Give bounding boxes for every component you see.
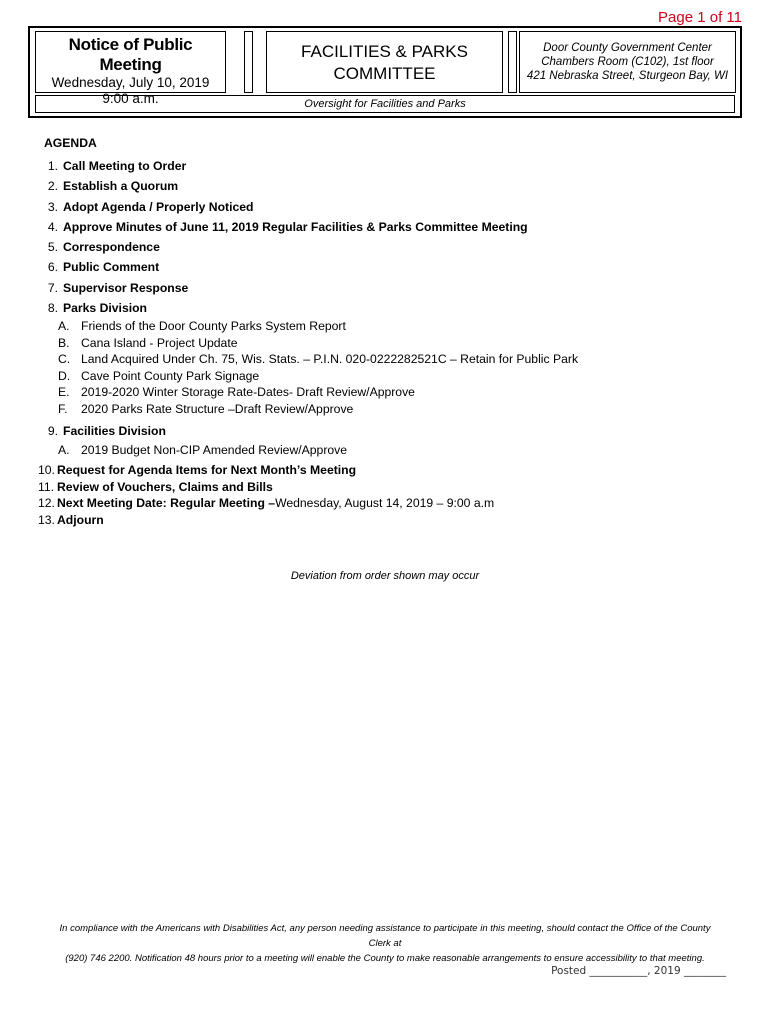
sub-letter: A.: [58, 319, 70, 334]
item-text: Establish a Quorum: [63, 179, 179, 194]
sub-item: [44, 442, 578, 459]
sub-item: [44, 401, 578, 418]
item-number: 12.: [38, 496, 55, 511]
parks-subitems: [44, 318, 578, 417]
item-number: 11.: [38, 479, 55, 494]
item-text: Supervisor Response: [63, 280, 189, 295]
meeting-header: [28, 26, 742, 118]
agenda-item: [38, 512, 578, 529]
sub-item: [44, 318, 578, 335]
committee-box: [266, 31, 503, 93]
item-number: 3.: [47, 199, 58, 214]
meeting-date: Wednesday, July 10, 2019: [51, 75, 210, 90]
sub-letter: E.: [58, 385, 70, 400]
sub-text: Land Acquired Under Ch. 75, Wis. Stats. – P.I.N. 020-0222282521C – Retain for Public Park: [81, 352, 579, 367]
sub-text: 2019-2020 Winter Storage Rate-Dates- Draft Review/Approve: [81, 385, 415, 400]
sub-item: [44, 368, 578, 385]
item-text: Next Meeting Date: Regular Meeting –: [57, 496, 276, 511]
deviation-note: Deviation from order shown may occur: [290, 570, 480, 582]
agenda-item: [44, 176, 578, 196]
item-number: 10.: [38, 463, 55, 478]
sub-letter: A.: [58, 442, 70, 457]
committee-name-line2: COMMITTEE: [333, 64, 436, 83]
agenda-section: [38, 136, 579, 528]
agenda-item: [38, 479, 578, 496]
header-divider-left: [244, 31, 253, 93]
item-text: Approve Minutes of June 11, 2019 Regular Facilities & Parks Committee Meeting: [63, 219, 528, 234]
agenda-item: [44, 156, 578, 176]
agenda-item: [38, 495, 578, 512]
item-number: 7.: [47, 280, 58, 295]
posted-line: Posted ___________, 2019 ________: [551, 965, 726, 977]
item-text: Adjourn: [57, 512, 104, 527]
location-address: 421 Nebraska Street, Sturgeon Bay, WI: [526, 70, 729, 82]
next-meeting-date: Wednesday, August 14, 2019 – 9:00 a.m: [275, 496, 495, 511]
oversight-bar: Oversight for Facilities and Parks: [35, 95, 735, 113]
item-number: 4.: [47, 219, 58, 234]
sub-letter: D.: [58, 368, 71, 383]
location-room: Chambers Room (C102), 1st floor: [541, 56, 714, 68]
agenda-item: [44, 237, 578, 257]
sub-letter: C.: [58, 352, 71, 367]
item-number: 9.: [47, 424, 58, 439]
agenda-title: AGENDA: [44, 136, 97, 150]
location-box: [519, 31, 736, 93]
sub-text: Friends of the Door County Parks System Report: [81, 319, 346, 334]
item-number: 2.: [47, 179, 58, 194]
meeting-time: 9:00 a.m.: [102, 91, 159, 106]
agenda-item: [44, 217, 578, 237]
notice-title: Notice of Public Meeting: [68, 35, 193, 74]
sub-letter: F.: [58, 401, 68, 416]
agenda-item: [44, 257, 578, 277]
item-text: Review of Vouchers, Claims and Bills: [57, 479, 273, 494]
item-number: 8.: [47, 301, 58, 316]
location-building: Door County Government Center: [543, 42, 712, 54]
agenda-item: [44, 197, 578, 217]
compliance-line: In compliance with the Americans with Disabilities Act, any person needing assistance to participate in this meeting, should contact the Office of the County Clerk at: [59, 923, 711, 949]
item-number: 1.: [47, 159, 58, 173]
item-text: Call Meeting to Order: [63, 159, 187, 173]
page-number: Page 1 of 11: [658, 9, 742, 26]
item-text: Facilities Division: [63, 424, 166, 439]
compliance-line: (920) 746 2200. Notification 48 hours prior to a meeting will enable the County to make reasonable arrangements to ensure accessibility to that meeting.: [65, 953, 705, 964]
item-text: Public Comment: [63, 260, 160, 275]
item-text: Parks Division: [63, 301, 147, 316]
sub-letter: B.: [58, 335, 70, 350]
item-number: 13.: [38, 512, 55, 527]
sub-item: [44, 351, 578, 368]
agenda-item: [44, 421, 578, 441]
header-divider-right: [508, 31, 517, 93]
sub-text: Cana Island - Project Update: [81, 335, 238, 350]
agenda-item: [44, 298, 578, 318]
sub-item: [44, 335, 578, 352]
notice-box: [35, 31, 226, 106]
item-number: 6.: [47, 260, 58, 275]
agenda-item: [38, 462, 578, 479]
sub-item: [44, 384, 578, 401]
committee-name-line1: FACILITIES & PARKS: [301, 42, 468, 61]
sub-text: 2019 Budget Non-CIP Amended Review/Approve: [81, 442, 348, 457]
sub-text: Cave Point County Park Signage: [81, 368, 260, 383]
item-number: 5.: [47, 240, 58, 255]
item-text: Adopt Agenda / Properly Noticed: [63, 199, 254, 214]
item-text: Correspondence: [63, 240, 160, 255]
ada-compliance-note: [52, 921, 718, 966]
facilities-subitems: [44, 442, 578, 459]
sub-text: 2020 Parks Rate Structure –Draft Review/Approve: [81, 401, 354, 416]
item-text: Request for Agenda Items for Next Month’s Meeting: [57, 463, 357, 478]
agenda-item: [44, 278, 578, 298]
